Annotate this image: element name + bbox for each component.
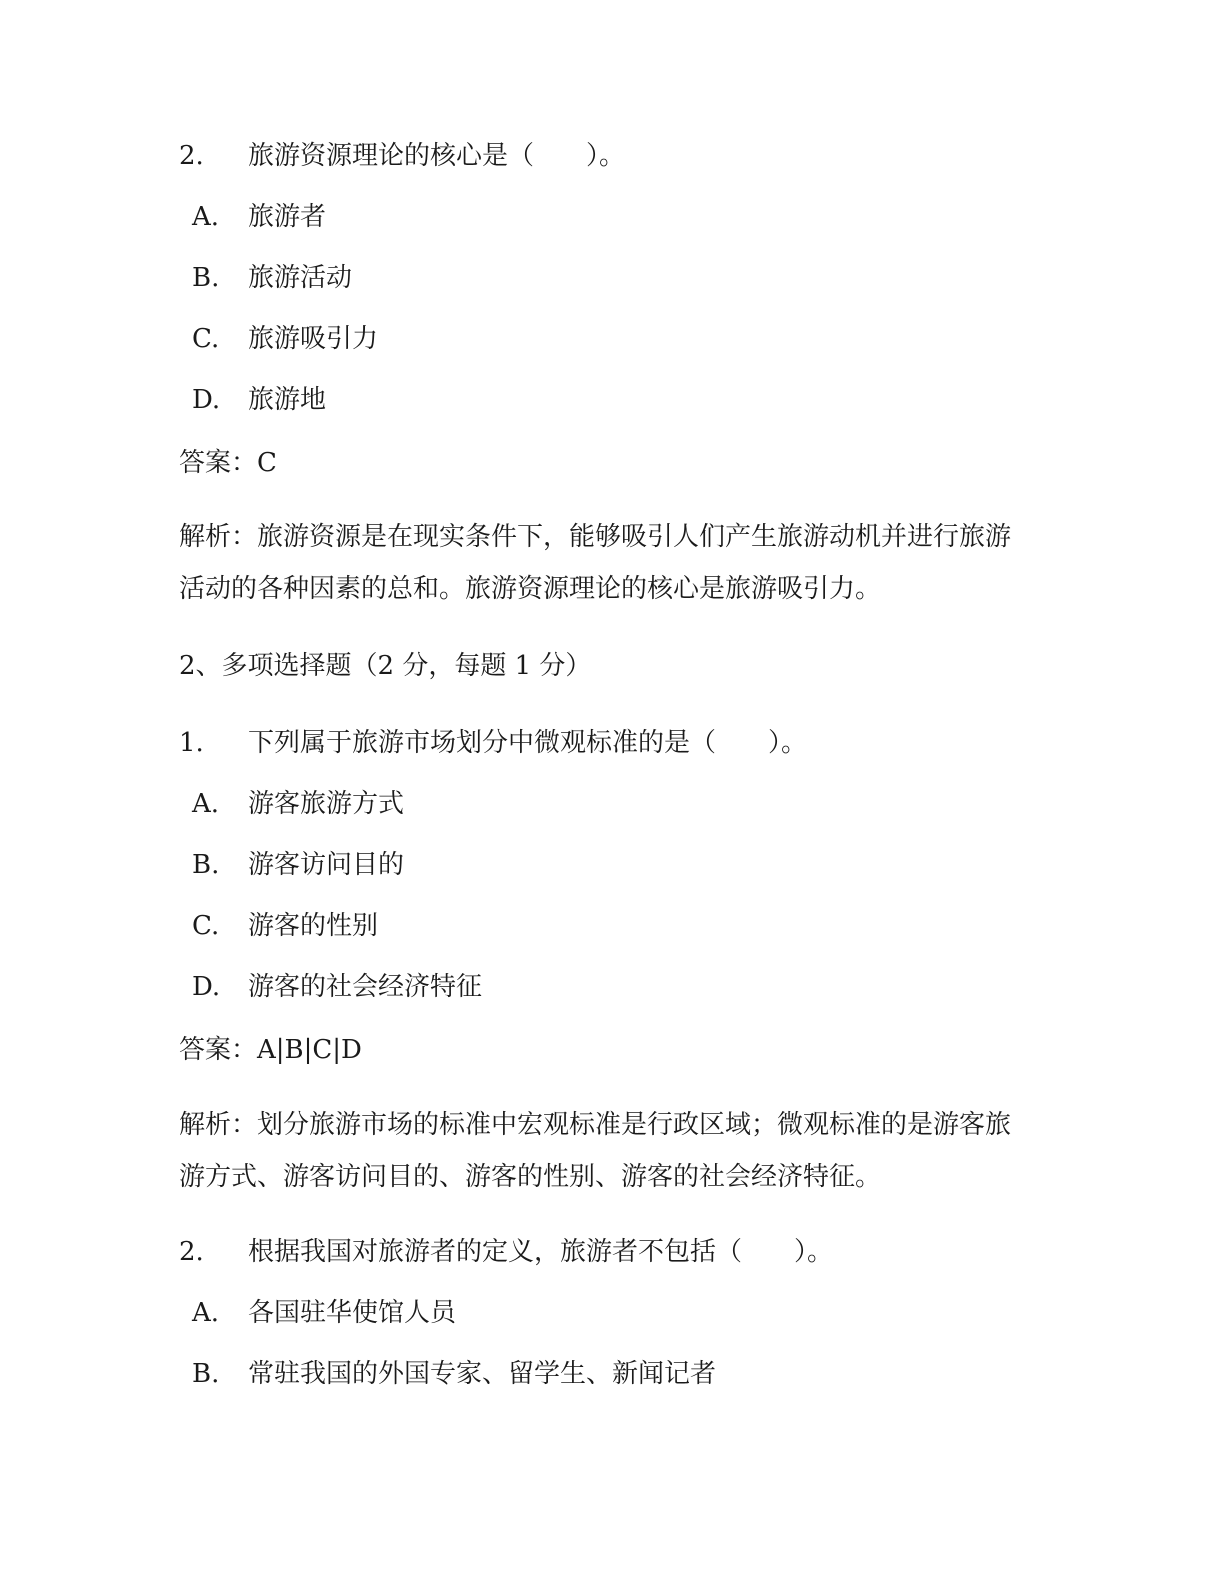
question-number: 2.	[179, 141, 204, 171]
option-b	[192, 849, 404, 881]
analysis-paragraph: 解析：旅游资源是在现实条件下，能够吸引人们产生旅游动机并进行旅游活动的各种因素的总和。旅游资源理论的核心是旅游吸引力。	[179, 522, 1012, 604]
section-title: 2、多项选择题（2 分，每题 1 分）	[179, 651, 592, 681]
option-b	[192, 1358, 716, 1390]
option-text: 游客旅游方式	[248, 789, 405, 819]
option-text: 旅游者	[248, 202, 327, 232]
question-number: 1.	[179, 728, 204, 758]
answer-line: 答案：C	[179, 448, 277, 478]
option-d	[192, 971, 482, 1003]
option-text: 游客的社会经济特征	[248, 972, 483, 1002]
option-letter: A.	[192, 202, 220, 232]
option-letter: B.	[192, 850, 220, 880]
question-text: 下列属于旅游市场划分中微观标准的是（ ）。	[248, 728, 808, 758]
option-a	[192, 1297, 456, 1329]
option-text: 常驻我国的外国专家、留学生、新闻记者	[248, 1359, 717, 1389]
option-letter: B.	[192, 1359, 220, 1389]
question-q2	[179, 727, 807, 759]
answer-line: 答案：A|B|C|D	[179, 1035, 362, 1065]
option-a	[192, 201, 326, 233]
question-text: 旅游资源理论的核心是（ ）。	[248, 141, 626, 171]
question-q3	[179, 1236, 833, 1268]
option-text: 各国驻华使馆人员	[248, 1298, 457, 1328]
option-text: 旅游吸引力	[248, 324, 379, 354]
analysis-paragraph: 解析：划分旅游市场的标准中宏观标准是行政区域；微观标准的是游客旅游方式、游客访问目的、游客的性别、游客的社会经济特征。	[179, 1110, 1012, 1192]
option-letter: C.	[192, 324, 220, 354]
option-letter: A.	[192, 789, 220, 819]
question-number: 2.	[179, 1237, 204, 1267]
question-q1	[179, 140, 625, 172]
option-d	[192, 384, 326, 416]
option-text: 旅游活动	[248, 263, 353, 293]
option-letter: D.	[192, 972, 221, 1002]
option-c	[192, 910, 378, 942]
option-text: 游客的性别	[248, 911, 379, 941]
option-text: 游客访问目的	[248, 850, 405, 880]
option-text: 旅游地	[248, 385, 327, 415]
option-letter: B.	[192, 263, 220, 293]
question-text: 根据我国对旅游者的定义，旅游者不包括（ ）。	[248, 1237, 834, 1267]
option-b	[192, 262, 352, 294]
option-letter: C.	[192, 911, 220, 941]
option-letter: D.	[192, 385, 221, 415]
option-c	[192, 323, 378, 355]
option-letter: A.	[192, 1298, 220, 1328]
option-a	[192, 788, 404, 820]
